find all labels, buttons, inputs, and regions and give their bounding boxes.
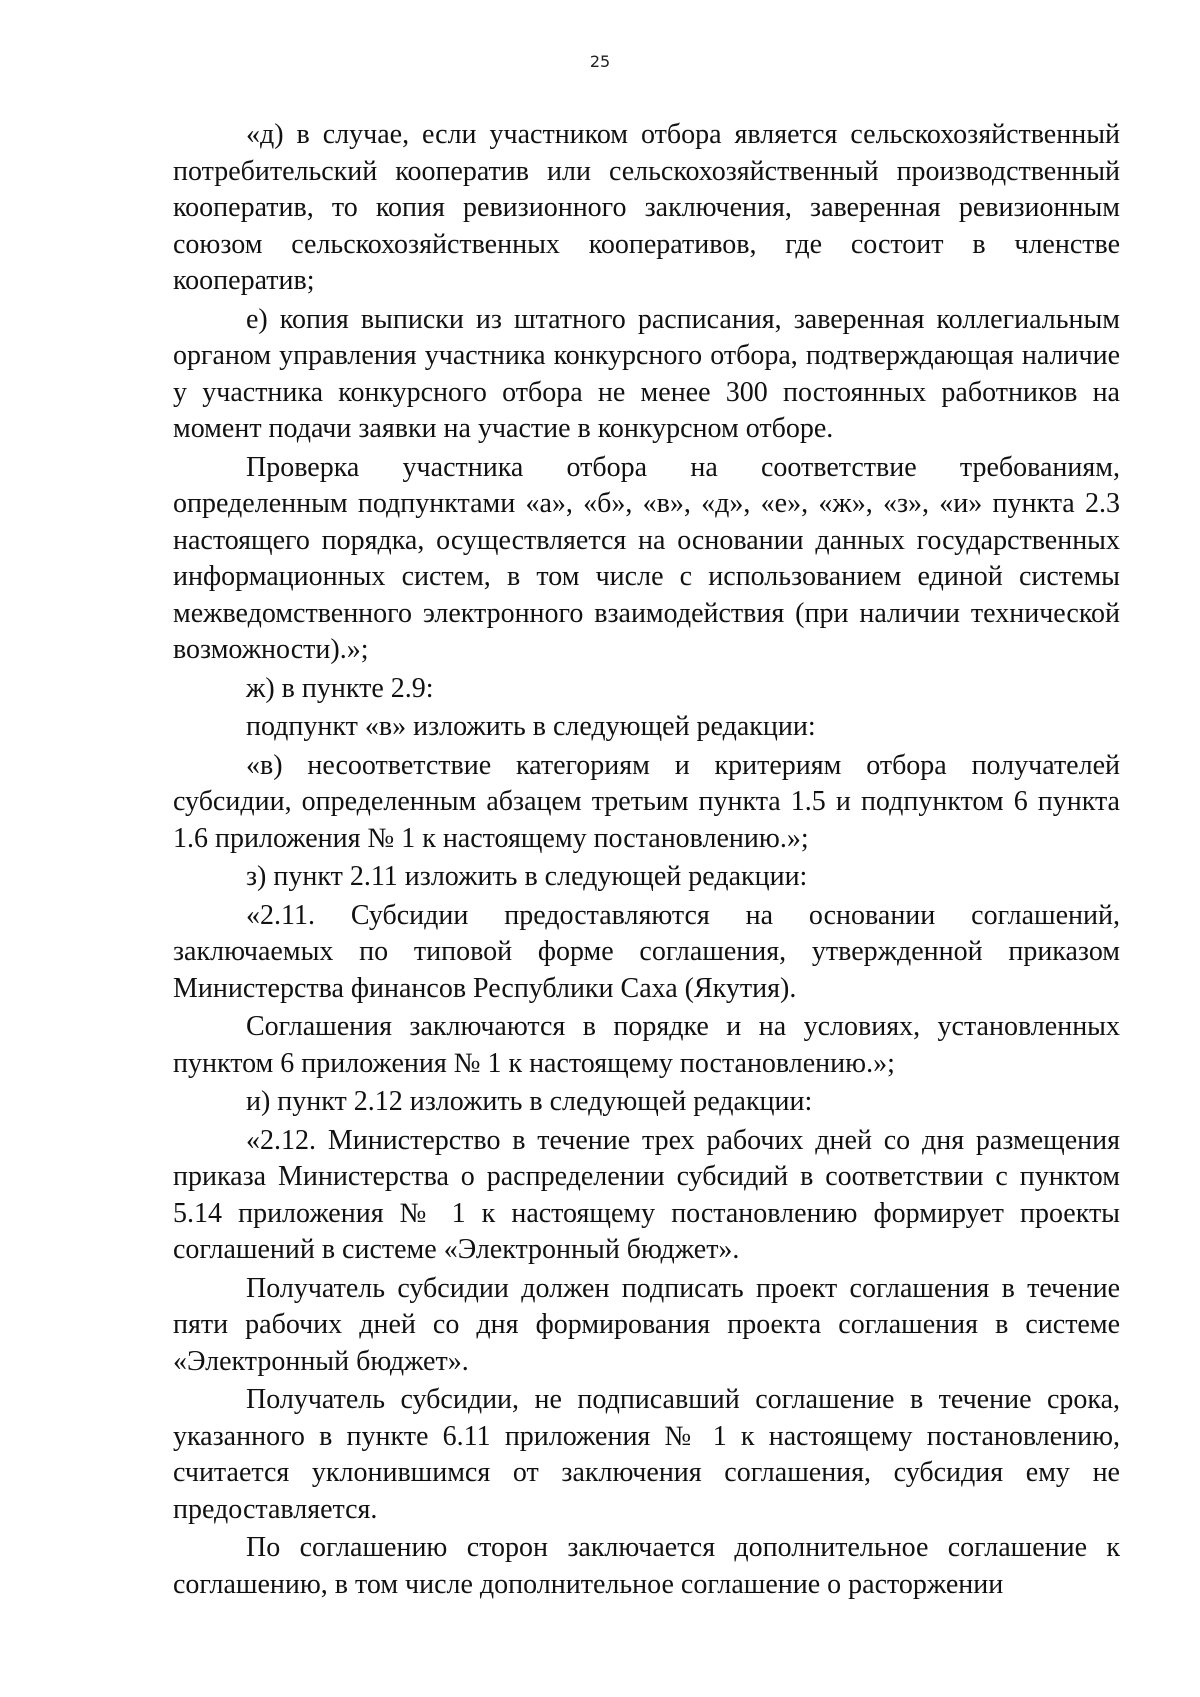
paragraph: «д) в случае, если участником отбора является сельскохозяйственный потребительский кооператив или сельскохозяйственный производственный кооператив, то копия ревизионного заключения, заверенная ревизионным союзом сельскохозяйственных кооперативов, где состоит в членстве кооператив;	[173, 119, 1120, 296]
paragraph: и) пункт 2.12 изложить в следующей редакции:	[246, 1086, 813, 1117]
paragraph: Соглашения заключаются в порядке и на условиях, установленных пунктом 6 приложения № 1 к настоящему постановлению.»;	[173, 1011, 1120, 1079]
paragraph: «2.11. Субсидии предоставляются на основании соглашений, заключаемых по типовой форме соглашения, утвержденной приказом Министерства финансов Республики Саха (Якутия).	[173, 899, 1120, 1004]
document-body	[173, 117, 1120, 1603]
paragraph: подпункт «в» изложить в следующей редакции:	[246, 711, 816, 742]
paragraph: е) копия выписки из штатного расписания, заверенная коллегиальным органом управления участника конкурсного отбора, подтверждающая наличие у участника конкурсного отбора не менее 300 постоянных работников на момент подачи заявки на участие в конкурсном отборе.	[173, 303, 1120, 444]
page-number: 25	[589, 52, 611, 71]
paragraph: Получатель субсидии, не подписавший соглашение в течение срока, указанного в пункте 6.11 приложения № 1 к настоящему постановлению, считается уклонившимся от заключения соглашения, субсидия ему не предоставляется.	[173, 1384, 1120, 1525]
paragraph: По соглашению сторон заключается дополнительное соглашение к соглашению, в том числе дополнительное соглашение о расторжении	[173, 1532, 1120, 1600]
paragraph: Проверка участника отбора на соответствие требованиям, определенным подпунктами «а», «б», «в», «д», «е», «ж», «з», «и» пункта 2.3 настоящего порядка, осуществляется на основании данных государственных информационных систем, в том числе с использованием единой системы межведомственного электронного взаимодействия (при наличии технической возможности).»;	[173, 451, 1120, 665]
paragraph: ж) в пункте 2.9:	[246, 672, 434, 704]
paragraph: з) пункт 2.11 изложить в следующей редакции:	[246, 861, 808, 892]
paragraph: «в) несоответствие категориям и критериям отбора получателей субсидии, определенным абзацем третьим пункта 1.5 и подпунктом 6 пункта 1.6 приложения № 1 к настоящему постановлению.»;	[173, 749, 1120, 854]
paragraph: Получатель субсидии должен подписать проект соглашения в течение пяти рабочих дней со дня формирования проекта соглашения в системе «Электронный бюджет».	[173, 1272, 1120, 1377]
paragraph: «2.12. Министерство в течение трех рабочих дней со дня размещения приказа Министерства о распределении субсидий в соответствии с пунктом 5.14 приложения № 1 к настоящему постановлению формирует проекты соглашений в системе «Электронный бюджет».	[173, 1124, 1120, 1265]
